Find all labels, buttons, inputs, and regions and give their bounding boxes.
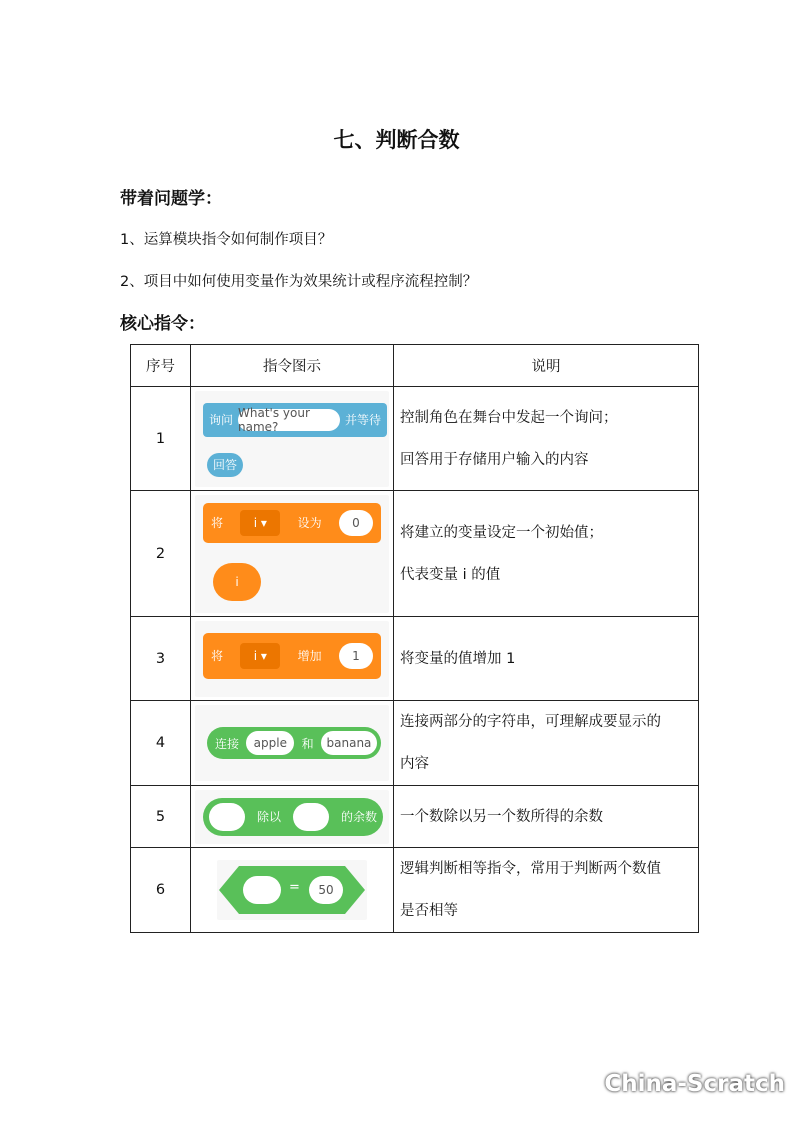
row-desc xyxy=(394,387,699,491)
table-row xyxy=(131,491,699,617)
header-num: 序号 xyxy=(131,345,191,387)
row-num: 3 xyxy=(131,617,191,701)
block-stage xyxy=(217,860,367,920)
block-stage xyxy=(195,705,389,781)
table-row xyxy=(131,848,699,933)
mod-block xyxy=(203,798,383,836)
row-desc xyxy=(394,786,699,848)
desc-line: 控制角色在舞台中发起一个询问； xyxy=(400,409,618,426)
join-label: 连接 xyxy=(215,736,240,751)
table-header-row xyxy=(131,345,699,387)
row-desc xyxy=(394,701,699,786)
desc-line: 代表变量 i 的值 xyxy=(400,566,501,583)
change-value-input[interactable]: 1 xyxy=(339,643,373,669)
header-desc: 说明 xyxy=(394,345,699,387)
equals-operator: = xyxy=(289,880,300,895)
ask-suffix: 并等待 xyxy=(344,413,381,427)
row-num: 5 xyxy=(131,786,191,848)
change-label: 将 xyxy=(211,649,224,663)
block-stage xyxy=(195,495,389,613)
table-row xyxy=(131,387,699,491)
desc-line: 逻辑判断相等指令，常用于判断两个数值 xyxy=(400,861,661,877)
desc-line: 一个数除以另一个数所得的余数 xyxy=(400,808,603,825)
row-desc xyxy=(394,848,699,933)
variable-name: i xyxy=(253,648,258,663)
set-value-input[interactable]: 0 xyxy=(339,510,373,536)
watermark-logo: China-Scratch xyxy=(604,1071,785,1097)
mod-suffix: 的余数 xyxy=(340,810,377,824)
desc-line: 连接两部分的字符串，可理解成要显示的 xyxy=(400,714,661,730)
mod-mid-label: 除以 xyxy=(256,810,281,824)
block-image-cell xyxy=(191,387,394,491)
set-label: 将 xyxy=(211,516,224,530)
row-desc xyxy=(394,617,699,701)
table-row xyxy=(131,617,699,701)
variable-dropdown[interactable] xyxy=(240,643,280,669)
desc-line: 内容 xyxy=(400,756,429,772)
ask-label: 询问 xyxy=(209,413,234,427)
desc-line: 回答用于存储用户输入的内容 xyxy=(400,451,589,468)
table-row xyxy=(131,701,699,786)
variable-name: i xyxy=(253,515,258,530)
change-variable-block xyxy=(203,633,381,679)
ask-block xyxy=(203,403,387,437)
section-heading-questions: 带着问题学： xyxy=(120,189,222,209)
block-image-cell xyxy=(191,701,394,786)
block-stage xyxy=(195,391,389,487)
row-num: 2 xyxy=(131,491,191,617)
block-image-cell xyxy=(191,491,394,617)
desc-line: 是否相等 xyxy=(400,903,458,919)
table-row xyxy=(131,786,699,848)
desc-line: 将变量的值增加 1 xyxy=(400,650,516,667)
section-heading-commands: 核心指令： xyxy=(120,314,205,334)
header-image: 指令图示 xyxy=(191,345,394,387)
join-input-b[interactable]: banana xyxy=(321,731,377,755)
block-image-cell xyxy=(191,848,394,933)
mod-input-b[interactable] xyxy=(293,803,329,831)
page-title: 七、判断合数 xyxy=(333,128,460,152)
question-2: 2、项目中如何使用变量作为效果统计或程序流程控制？ xyxy=(120,274,478,290)
block-image-cell xyxy=(191,786,394,848)
commands-table xyxy=(130,344,699,933)
variable-dropdown[interactable] xyxy=(240,510,280,536)
row-num: 1 xyxy=(131,387,191,491)
mod-input-a[interactable] xyxy=(209,803,245,831)
desc-line: 将建立的变量设定一个初始值； xyxy=(400,524,603,541)
block-stage xyxy=(195,790,389,844)
question-1: 1、运算模块指令如何制作项目？ xyxy=(120,232,333,248)
row-num: 4 xyxy=(131,701,191,786)
block-stage xyxy=(195,621,389,697)
ask-input: What's your name? xyxy=(238,409,340,431)
join-mid-label: 和 xyxy=(301,736,314,751)
equals-input-b[interactable]: 50 xyxy=(309,876,343,904)
join-block xyxy=(207,727,381,759)
variable-reporter: i xyxy=(213,563,261,601)
set-variable-block xyxy=(203,503,381,543)
join-input-a[interactable]: apple xyxy=(246,731,294,755)
chevron-down-icon: ▾ xyxy=(260,648,267,663)
change-mid-label: 增加 xyxy=(297,649,322,663)
chevron-down-icon: ▾ xyxy=(260,515,267,530)
set-mid-label: 设为 xyxy=(297,516,322,530)
row-num: 6 xyxy=(131,848,191,933)
block-image-cell xyxy=(191,617,394,701)
row-desc xyxy=(394,491,699,617)
answer-reporter: 回答 xyxy=(207,453,243,477)
equals-input-a[interactable] xyxy=(243,876,281,904)
